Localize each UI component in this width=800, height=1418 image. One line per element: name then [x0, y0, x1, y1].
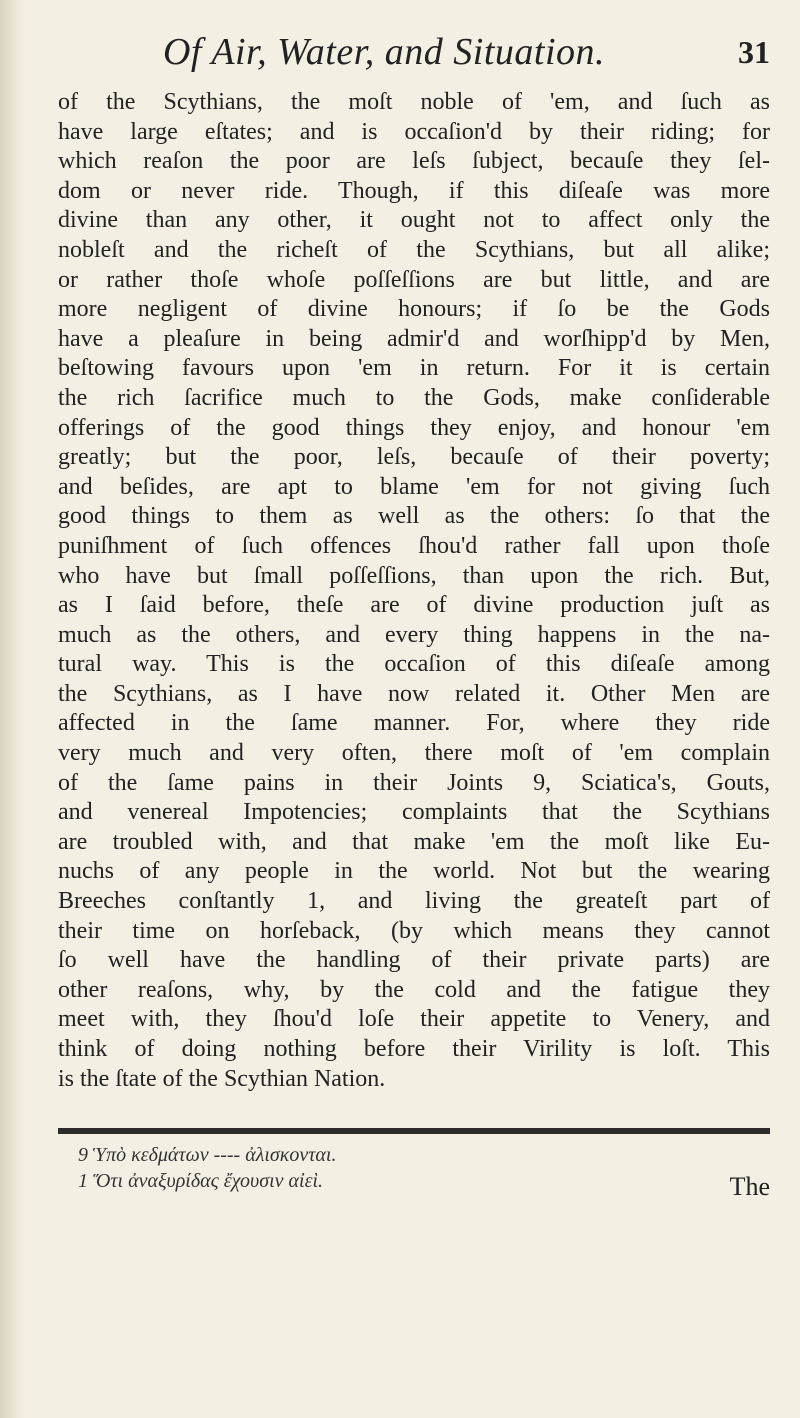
footnotes: [78, 1142, 638, 1194]
running-header: [58, 24, 770, 80]
text-line: greatly; but the poor, leſs, becauſe of their poverty;: [58, 444, 770, 471]
running-title: Of Air, Water, and Situation.: [162, 31, 606, 73]
text-line: of the ſame pains in their Joints 9, Sciatica's, Gouts,: [58, 769, 770, 796]
text-line: very much and very often, there moſt of 'em complain: [58, 740, 770, 767]
footnote-rule: [58, 1128, 770, 1134]
text-line: dom or never ride. Though, if this diſeaſe was more: [58, 177, 770, 204]
footnote: 1 Ὅτι ἀναξυρίδας ἔχουσιν αἰεὶ.: [78, 1170, 323, 1192]
text-line: and venereal Impotencies; complaints that the Scythians: [58, 799, 770, 826]
text-line: much as the others, and every thing happens in the na-: [58, 621, 770, 648]
text-line: the rich ſacrifice much to the Gods, make conſiderable: [58, 384, 770, 411]
text-line: the Scythians, as I have now related it. Other Men are: [58, 680, 770, 707]
text-line: have a pleaſure in being admir'd and worſhipp'd by Men,: [58, 325, 770, 352]
text-line: are troubled with, and that make 'em the moſt like Eu-: [58, 828, 770, 855]
text-line: which reaſon the poor are leſs ſubject, becauſe they ſel-: [58, 148, 770, 175]
text-line: nobleſt and the richeſt of the Scythians, but all alike;: [58, 236, 770, 263]
body-text: [58, 88, 770, 1094]
text-line: nuchs of any people in the world. Not but the wearing: [58, 858, 770, 885]
text-line: is the ſtate of the Scythian Nation.: [58, 1065, 386, 1092]
text-line: other reaſons, why, by the cold and the fatigue they: [58, 976, 770, 1003]
text-line: who have but ſmall poſſeſſions, than upon the rich. But,: [58, 562, 770, 589]
text-line: or rather thoſe whoſe poſſeſſions are but little, and are: [58, 266, 770, 293]
text-line: their time on horſeback, (by which means they cannot: [58, 917, 770, 944]
text-line: have large eſtates; and is occaſion'd by their riding; for: [58, 118, 770, 145]
text-line: meet with, they ſhou'd loſe their appetite to Venery, and: [58, 1006, 770, 1033]
text-line: tural way. This is the occaſion of this diſeaſe among: [58, 651, 770, 678]
text-line: beſtowing favours upon 'em in return. For it is certain: [58, 355, 770, 382]
text-line: of the Scythians, the moſt noble of 'em, and ſuch as: [58, 89, 770, 115]
page-gutter-shadow: [0, 0, 26, 1418]
text-line: affected in the ſame manner. For, where they ride: [58, 710, 770, 737]
text-line: think of doing nothing before their Virility is loſt. This: [58, 1036, 770, 1062]
page-number: 31: [738, 34, 770, 70]
text-line: as I ſaid before, theſe are of divine production juſt as: [58, 592, 770, 619]
text-line: Breeches conſtantly 1, and living the greateſt part of: [58, 888, 770, 915]
text-line: puniſhment of ſuch offences ſhou'd rather fall upon thoſe: [58, 532, 770, 559]
text-line: and beſides, are apt to blame 'em for not giving ſuch: [58, 473, 770, 500]
text-line: good things to them as well as the others: ſo that the: [58, 503, 770, 530]
text-line: ſo well have the handling of their private parts) are: [58, 947, 770, 974]
text-line: offerings of the good things they enjoy, and honour 'em: [58, 414, 770, 441]
catchword: The: [729, 1172, 770, 1201]
text-line: divine than any other, it ought not to affect only the: [58, 207, 770, 234]
footnote: 9 Ὑπὸ κεδμάτων ---- ἀλισκονται.: [78, 1144, 337, 1166]
text-line: more negligent of divine honours; if ſo be the Gods: [58, 296, 770, 323]
